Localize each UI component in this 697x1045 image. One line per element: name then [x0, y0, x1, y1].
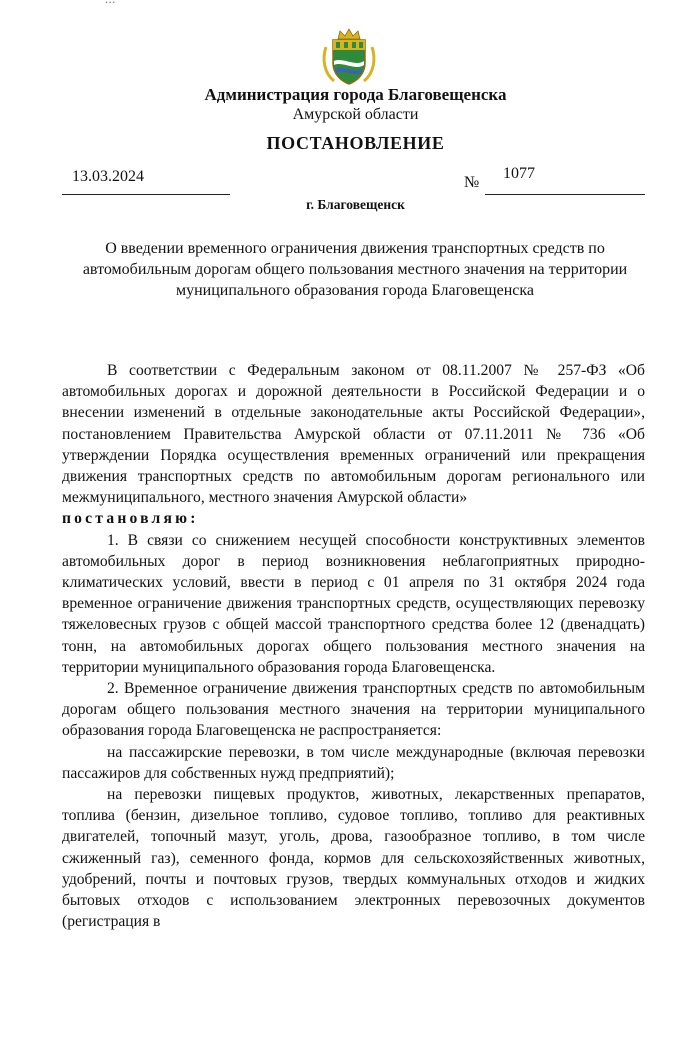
cropped-header-text: [105, 0, 116, 7]
organization-region: Амурской области: [292, 106, 419, 123]
document-body: [62, 360, 645, 932]
document-type-title: ПОСТАНОВЛЕНИЕ: [266, 133, 445, 153]
document-number-field: [485, 165, 645, 195]
document-city: г. Благовещенск: [306, 197, 405, 212]
clause-2-paragraph: 2. Временное ограничение движения транспортных средств по автомобильным дорогам общего пользования местного значения на территории муниципального образования города Благовещенска не распространяется:: [62, 680, 645, 740]
document-date: 13.03.2024: [72, 168, 144, 185]
decree-word: постановляю:: [62, 510, 199, 528]
document-number: 1077: [503, 165, 535, 182]
city-coat-of-arms-icon: [318, 27, 380, 87]
clause-2-exception-goods: на перевозки пищевых продуктов, животных, лекарственных препаратов, топлива (бензин, дизельное топливо, судовое топливо, топливо для реактивных двигателей, топочный мазут, уголь, дрова, газообразное топливо, в том числе сжиженный газ), семенного фонда, кормов для сельскохозяйственных животных, удобрений, почты и почтовых грузов, твердых коммунальных отходов и жидких бытовых отходов с использованием электронных перевозочных документов (регистрация в: [62, 786, 645, 931]
document-date-field: [62, 168, 230, 195]
clause-1-paragraph: 1. В связи со снижением несущей способности конструктивных элементов автомобильных дорог в период возникновения неблагоприятных природно-климатических условий, ввести в период с 01 апреля по 31 октября 2024 года временное ограничение движения транспортных средств, осуществляющих перевозку тяжеловесных грузов с общей массой транспортного средства более 12 (двенадцать) тонн, на автомобильных дорогах общего пользования местного значения на территории муниципального образования города Благовещенска.: [62, 531, 645, 676]
clause-2-exception-passenger: на пассажирские перевозки, в том числе международные (включая перевозки пассажиров для собственных нужд предприятий);: [62, 743, 645, 782]
preamble-paragraph: В соответствии с Федеральным законом от 08.11.2007 № 257-ФЗ «Об автомобильных дорогах и дорожной деятельности в Российской Федерации и о внесении изменений в отдельные законодательные акты Российской Федерации», постановлением Правительства Амурской области от 07.11.2011 № 736 «Об утверждении Порядка осуществления временных ограничений или прекращения движения транспортных средств по автомобильным дорогам регионального или межмуниципального, местного значения Амурской области»: [62, 362, 645, 507]
number-sign: №: [464, 174, 480, 191]
organization-name: Администрация города Благовещенска: [204, 85, 507, 104]
document-subject: О введении временного ограничения движения транспортных средств по автомобильным дорогам общего пользования местного значения на территории муниципального образования города Благовещенска: [82, 240, 628, 299]
